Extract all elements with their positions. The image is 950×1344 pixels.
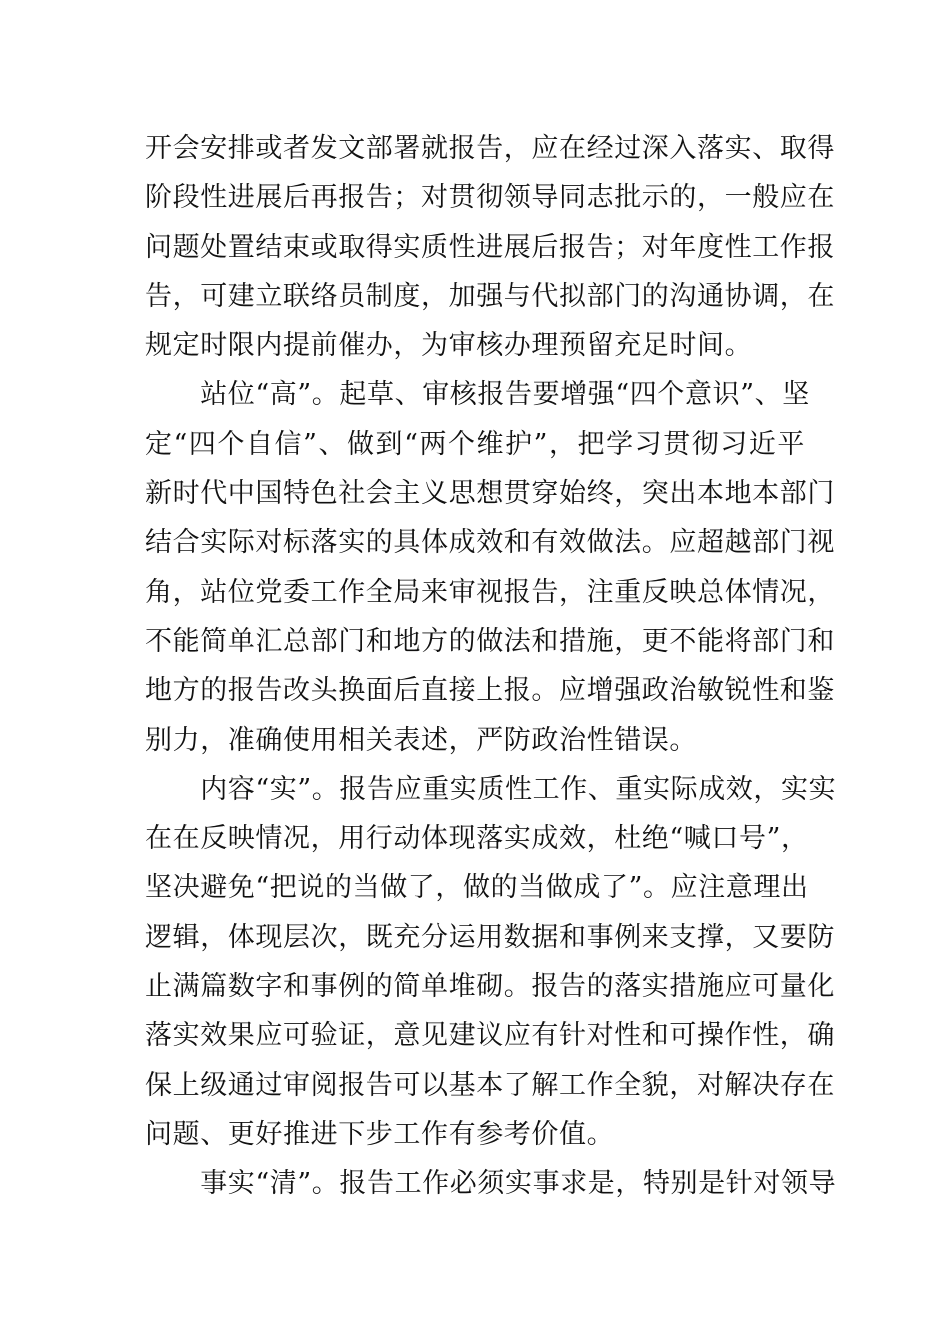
text-line: 地方的报告改头换面后直接上报。应增强政治敏锐性和鉴 bbox=[145, 675, 835, 707]
text-line: 逻辑，体现层次，既充分运用数据和事例来支撑，又要防 bbox=[145, 921, 835, 953]
text-line: 角，站位党委工作全局来审视报告，注重反映总体情况， bbox=[145, 576, 835, 608]
text-line: 定“四个自信”、做到“两个维护”，把学习贯彻习近平 bbox=[145, 428, 805, 460]
text-line: 结合实际对标落实的具体成效和有效做法。应超越部门视 bbox=[145, 527, 835, 559]
section-start-line: 内容“实”。报告应重实质性工作、重实际成效，实实 bbox=[145, 773, 837, 805]
section-start-line: 事实“清”。报告工作必须实事求是，特别是针对领导 bbox=[145, 1168, 837, 1200]
document-body bbox=[145, 124, 837, 1209]
text-line: 在在反映情况，用行动体现落实成效，杜绝“喊口号”， bbox=[145, 823, 809, 855]
text-line: 止满篇数字和事例的简单堆砌。报告的落实措施应可量化 bbox=[145, 971, 835, 1003]
text-line: 问题、更好推进下步工作有参考价值。 bbox=[145, 1118, 615, 1150]
text-line: 别力，准确使用相关表述，严防政治性错误。 bbox=[145, 724, 697, 756]
section-start-line: 站位“高”。起草、审核报告要增强“四个意识”、坚 bbox=[145, 379, 810, 411]
text-line: 问题处置结束或取得实质性进展后报告；对年度性工作报 bbox=[145, 231, 835, 263]
text-line: 阶段性进展后再报告；对贯彻领导同志批示的，一般应在 bbox=[145, 182, 835, 214]
text-line: 规定时限内提前催办，为审核办理预留充足时间。 bbox=[145, 330, 753, 362]
text-line: 新时代中国特色社会主义思想贯穿始终，突出本地本部门 bbox=[145, 478, 835, 510]
text-line: 落实效果应可验证，意见建议应有针对性和可操作性，确 bbox=[145, 1020, 835, 1052]
text-line: 开会安排或者发文部署就报告，应在经过深入落实、取得 bbox=[145, 133, 835, 164]
text-line: 不能简单汇总部门和地方的做法和措施，更不能将部门和 bbox=[145, 625, 835, 657]
text-line: 保上级通过审阅报告可以基本了解工作全貌，对解决存在 bbox=[145, 1069, 835, 1101]
text-line: 告，可建立联络员制度，加强与代拟部门的沟通协调，在 bbox=[145, 280, 835, 312]
text-line: 坚决避免“把说的当做了，做的当做成了”。应注意理出 bbox=[145, 872, 809, 904]
